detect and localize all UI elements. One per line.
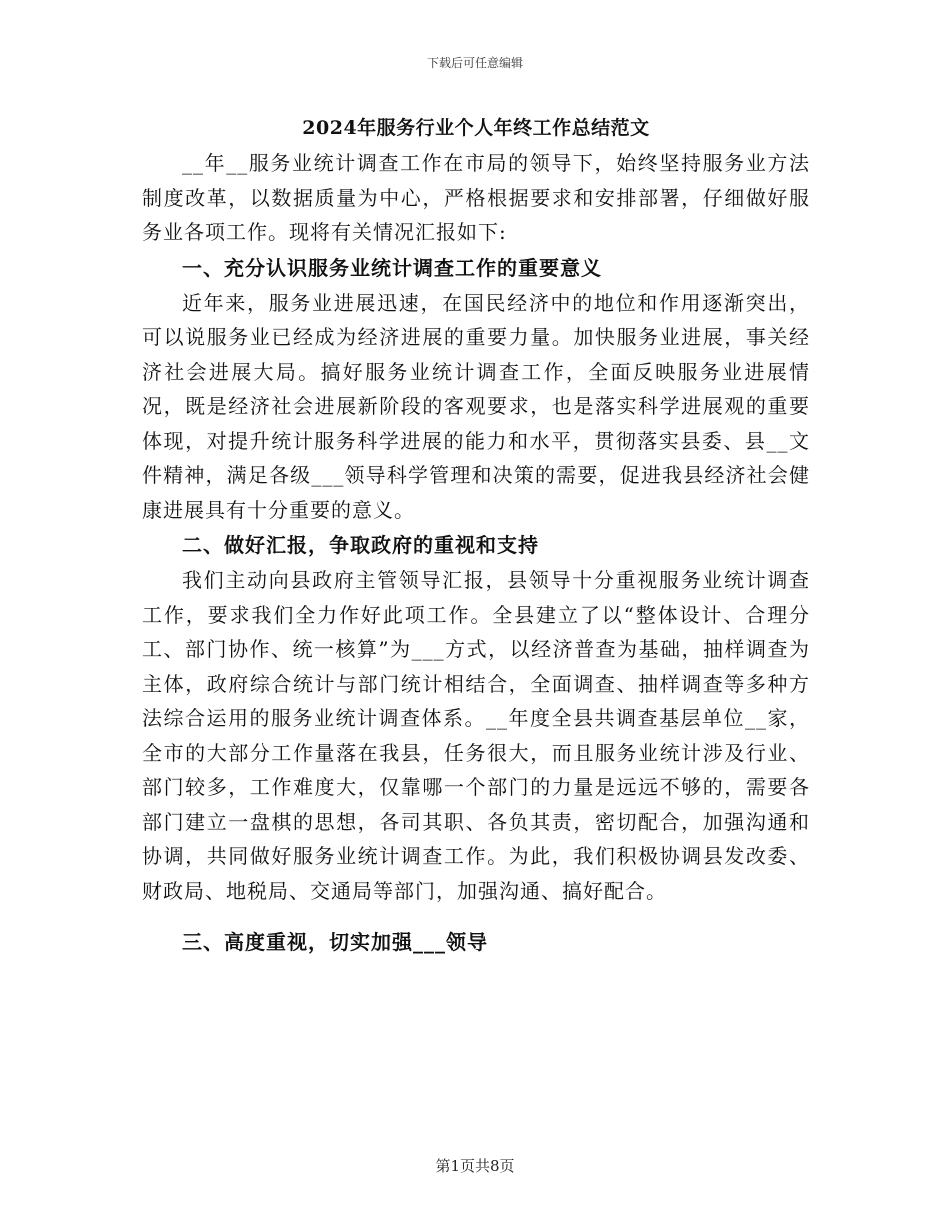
header-note: 下载后可任意编辑: [426, 56, 523, 70]
document-body: [142, 110, 810, 960]
section-2-heading: 二、做好汇报，争取政府的重视和支持: [182, 533, 539, 557]
section-2-paragraph: 我们主动向县政府主管领导汇报，县领导十分重视服务业统计调查工作，要求我们全力作好此项工作。全县建立了以“整体设计、合理分工、部门协作、统一核算”为___方式，以经济普查为基础，抽样调查为主体，政府综合统计与部门统计相结合，全面调查、抽样调查等多种方法综合运用的服务业统计调查体系。__年度全县共调查基层单位__家，全市的大部分工作量落在我县，任务很大，而且服务业统计涉及行业、部门较多，工作难度大，仅靠哪一个部门的力量是远远不够的，需要各部门建立一盘棋的思想，各司其职、各负其责，密切配合，加强沟通和协调，共同做好服务业统计调查工作。为此，我们积极协调县发改委、财政局、地税局、交通局等部门，加强沟通、搞好配合。: [142, 568, 810, 903]
document-title: 2024年服务行业个人年终工作总结范文: [302, 117, 650, 139]
section-1-heading: 一、充分认识服务业统计调查工作的重要意义: [182, 255, 602, 280]
intro-paragraph: __年__服务业统计调查工作在市局的领导下，始终坚持服务业方法制度改革，以数据质量为中心，严格根据要求和安排部署，仔细做好服务业各项工作。现将有关情况汇报如下:: [142, 151, 810, 244]
section-1-paragraph: 近年来，服务业进展迅速，在国民经济中的地位和作用逐渐突出，可以说服务业已经成为经济进展的重要力量。加快服务业进展，事关经济社会进展大局。搞好服务业统计调查工作，全面反映服务业进展情况，既是经济社会进展新阶段的客观要求，也是落实科学进展观的重要体现，对提升统计服务科学进展的能力和水平，贯彻落实县委、县__文件精神，满足各级___领导科学管理和决策的需要，促进我县经济社会健康进展具有十分重要的意义。: [142, 290, 810, 522]
section-3-heading: 三、高度重视，切实加强___领导: [182, 930, 488, 954]
page-number-footer: 第1页共8页: [435, 1157, 515, 1175]
